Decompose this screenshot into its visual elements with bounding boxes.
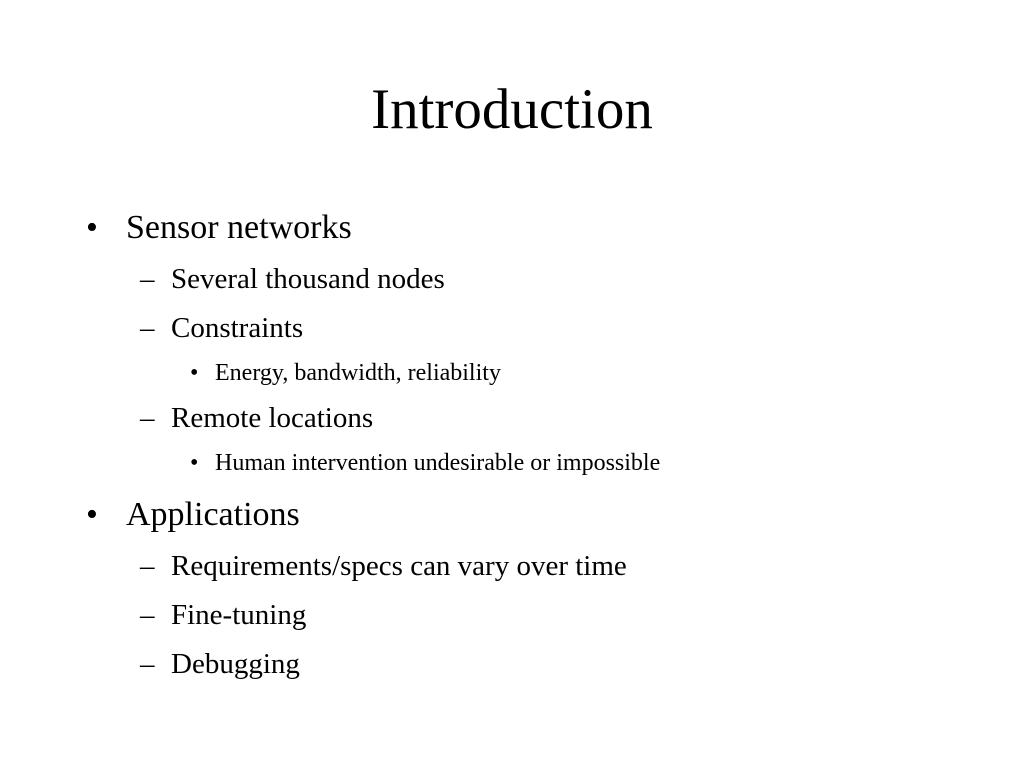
bullet-text: Remote locations: [171, 402, 374, 434]
bullet-marker: •: [190, 450, 199, 476]
bullet-text: Sensor networks: [126, 209, 352, 246]
bullet-text: Requirements/specs can vary over time: [171, 550, 627, 582]
bullet-text: Applications: [126, 496, 300, 533]
bullet-marker: •: [190, 360, 199, 386]
dash-marker: –: [140, 263, 155, 295]
dash-marker: –: [140, 402, 155, 434]
bullet-text: Several thousand nodes: [171, 263, 445, 295]
bullet-text: Debugging: [171, 648, 300, 680]
slide-title: Introduction: [371, 78, 653, 141]
bullet-text: Fine-tuning: [171, 599, 307, 631]
bullet-text: Human intervention undesirable or impossible: [215, 450, 661, 476]
dash-marker: –: [140, 312, 155, 344]
bullet-marker: •: [86, 209, 98, 246]
bullet-marker: •: [86, 496, 98, 533]
bullet-text: Energy, bandwidth, reliability: [215, 360, 501, 386]
dash-marker: –: [140, 648, 155, 680]
bullet-text: Constraints: [171, 312, 304, 344]
dash-marker: –: [140, 599, 155, 631]
dash-marker: –: [140, 550, 155, 582]
